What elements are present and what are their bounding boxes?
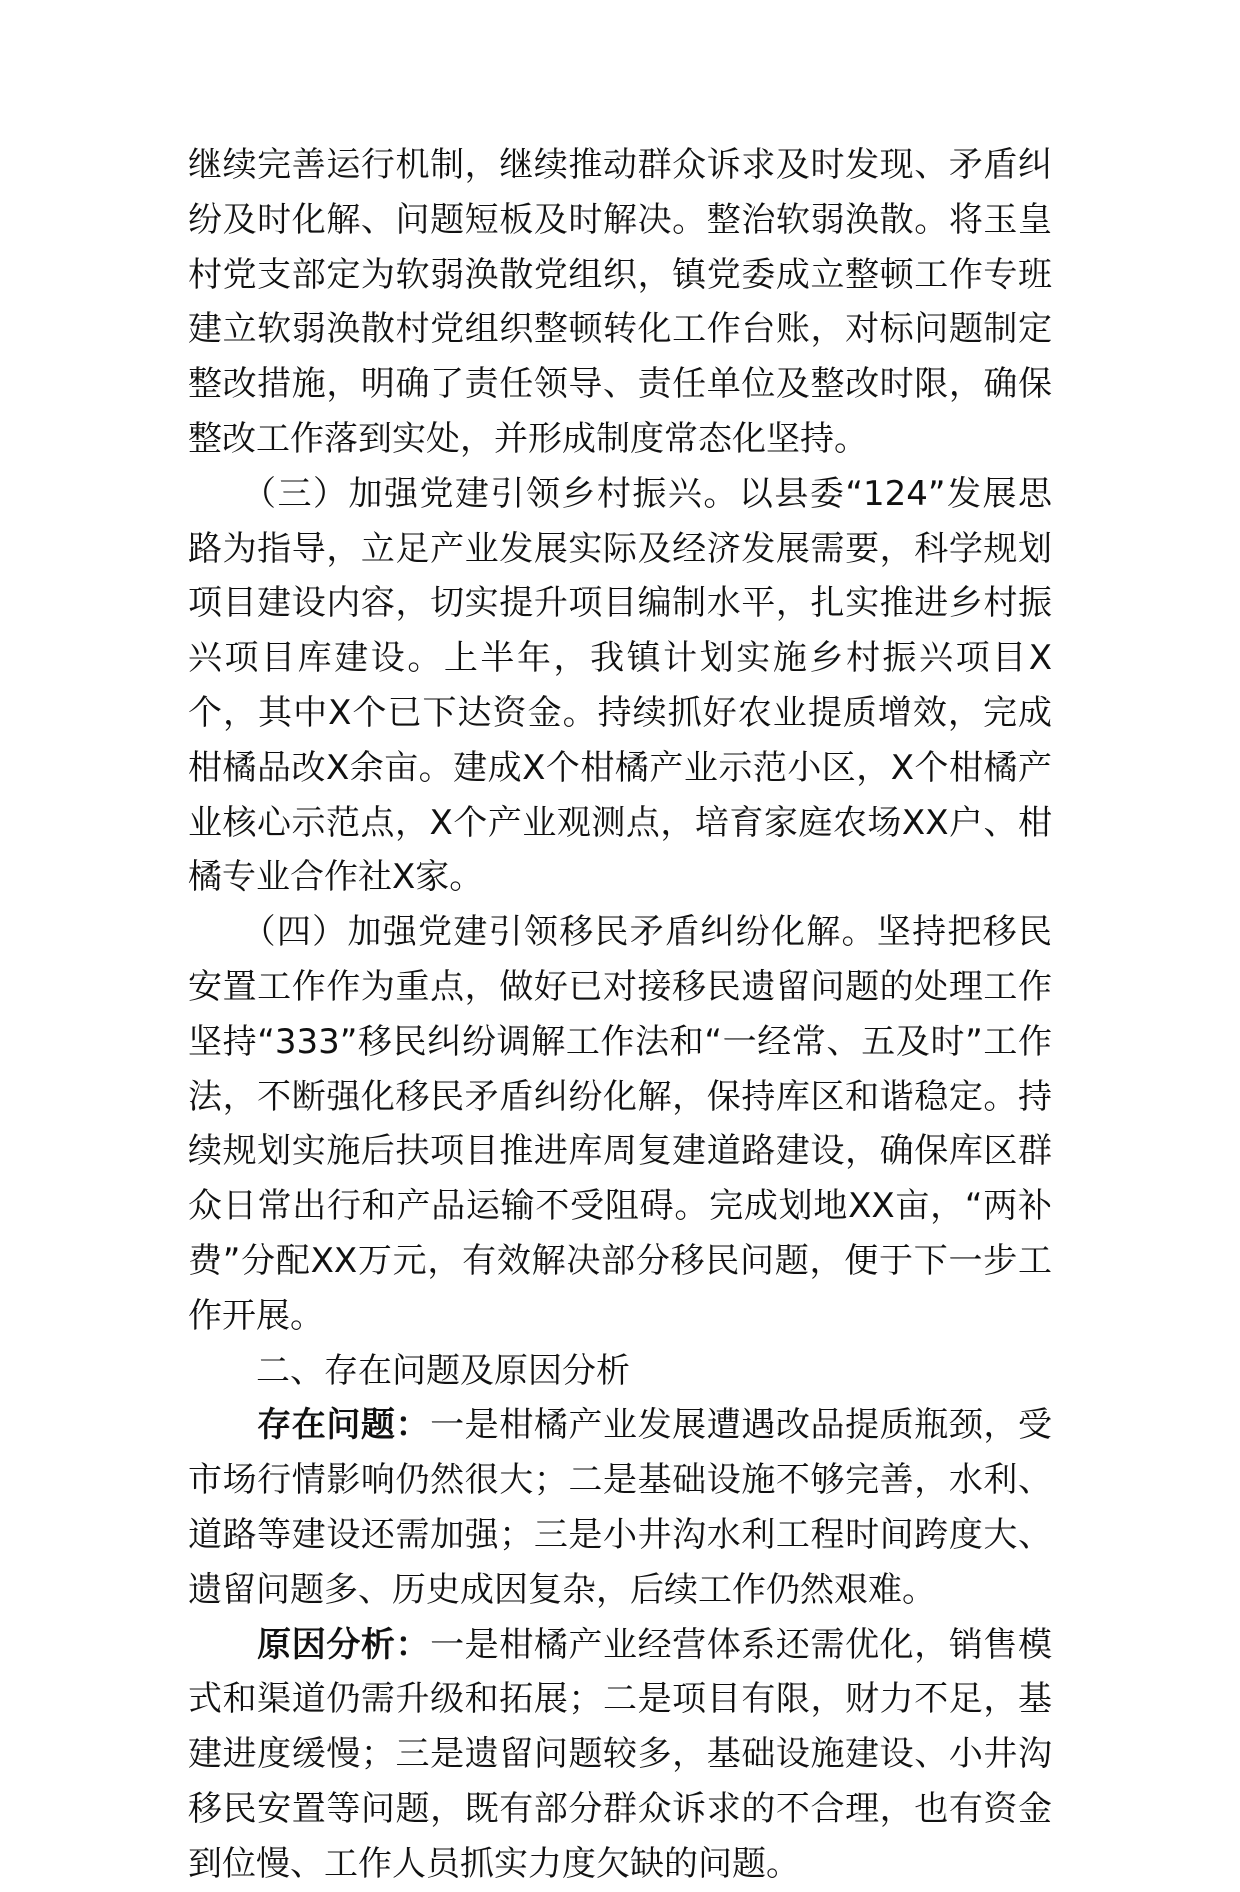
paragraph-label: 存在问题： [188,1405,431,1446]
paragraph-text: 一是柑橘产业经营体系还需优化，销售模式和渠道仍需升级和拓展；二是项目有限，财力不足，基建进度缓慢；三是遗留问题较多，基础设施建设、小井沟移民安置等问题，既有部分群众诉求的不合理，也有资金到位慢、工作人员抓实力度欠缺的问题。 [188,1624,1053,1884]
paragraph-text: （三）加强党建引领乡村振兴。以县委“124”发展思路为指导，立足产业发展实际及经济发展需要，科学规划项目建设内容，切实提升项目编制水平，扎实推进乡村振兴项目库建设。上半年，我镇计划实施乡村振兴项目X个，其中X个已下达资金。持续抓好农业提质增效，完成柑橘品改X余亩。建成X个柑橘产业示范小区，X个柑橘产业核心示范点，X个产业观测点，培育家庭农场XX户、柑橘专业合作社X家。 [188,473,1052,898]
paragraph-text: 一是柑橘产业发展遭遇改品提质瓶颈，受市场行情影响仍然很大；二是基础设施不够完善，水利、道路等建设还需加强；三是小井沟水利工程时间跨度大、遗留问题多、历史成因复杂，后续工作仍然艰难。 [188,1405,1053,1610]
paragraph-text: （四）加强党建引领移民矛盾纠纷化解。坚持把移民安置工作作为重点，做好已对接移民遗留问题的处理工作坚持“333”移民纠纷调解工作法和“一经常、五及时”工作法，不断强化移民矛盾纠纷化解，保持库区和谐稳定。持续规划实施后扶项目推进库周复建道路建设，确保库区群众日常出行和产品运输不受阻碍。完成划地XX亩，“两补费”分配XX万元，有效解决部分移民问题，便于下一步工作开展。 [188,912,1052,1336]
paragraph-label: 原因分析： [188,1624,431,1665]
paragraph-mechanism [188,138,1052,467]
paragraph-existing-problems [188,1398,1052,1617]
heading-text: 二、存在问题及原因分析 [188,1350,630,1391]
document-body [188,138,1052,1892]
paragraph-migrant-disputes [188,905,1052,1343]
paragraph-rural-revitalization [188,467,1052,905]
section-heading-problems [188,1344,1052,1399]
paragraph-text: 继续完善运行机制，继续推动群众诉求及时发现、矛盾纠纷及时化解、问题短板及时解决。整治软弱涣散。将玉皇村党支部定为软弱涣散党组织，镇党委成立整顿工作专班建立软弱涣散村党组织整顿转化工作台账，对标问题制定整改措施，明确了责任领导、责任单位及整改时限，确保整改工作落到实处，并形成制度常态化坚持。 [188,145,1052,459]
paragraph-cause-analysis [188,1618,1052,1892]
